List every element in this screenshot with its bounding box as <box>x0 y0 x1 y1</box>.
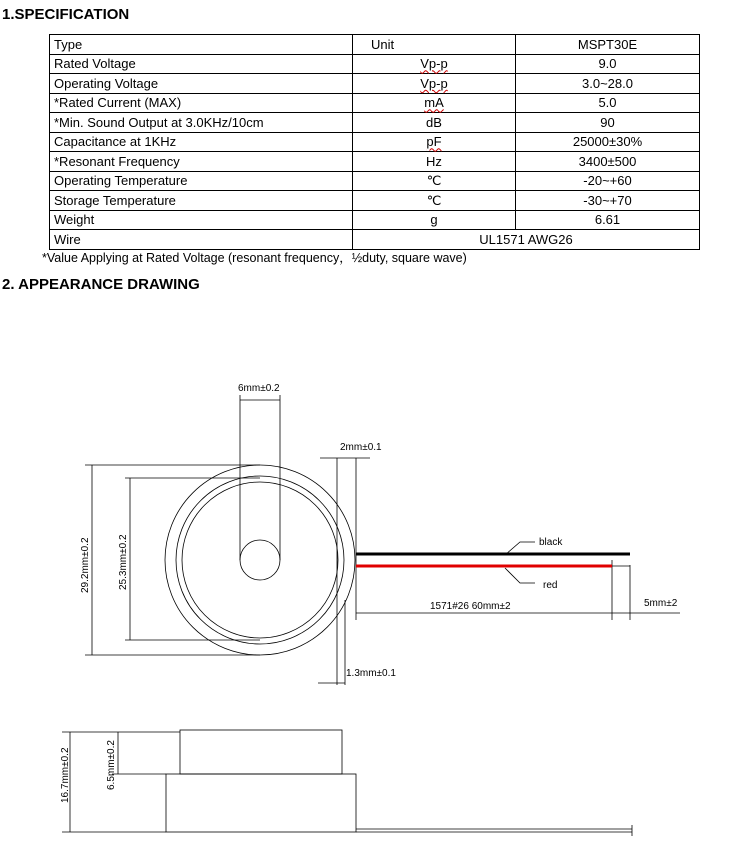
param-cell: *Resonant Frequency <box>50 152 353 172</box>
value-cell: 3.0~28.0 <box>516 74 700 94</box>
side-view-body <box>166 774 356 832</box>
param-cell: Weight <box>50 210 353 230</box>
section-title-appearance: 2. APPEARANCE DRAWING <box>2 276 200 293</box>
header-unit: Unit <box>353 35 516 55</box>
param-cell: *Rated Current (MAX) <box>50 93 353 113</box>
unit-text: Vp-p <box>420 75 448 91</box>
dim-hole-label: 6mm±0.2 <box>238 383 280 394</box>
unit-text: pF <box>426 134 442 150</box>
value-cell: 9.0 <box>516 54 700 74</box>
dim-wire-gap-label: 2mm±0.1 <box>340 442 382 453</box>
unit-text: ℃ <box>426 192 442 208</box>
inner-ring-2 <box>182 482 338 638</box>
param-cell: Rated Voltage <box>50 54 353 74</box>
header-model: MSPT30E <box>516 35 700 55</box>
dim-total-height-label: 16.7mm±0.2 <box>60 747 71 803</box>
param-cell: Wire <box>50 230 353 250</box>
dim-top-height-label: 6.5mm±0.2 <box>106 740 117 790</box>
unit-text: mA <box>424 95 444 111</box>
unit-text: g <box>430 212 438 228</box>
param-cell: Storage Temperature <box>50 191 353 211</box>
label-black: black <box>539 537 563 548</box>
unit-text: dB <box>426 114 442 130</box>
param-cell: *Min. Sound Output at 3.0KHz/10cm <box>50 113 353 133</box>
dim-strip-label: 5mm±2 <box>644 598 678 609</box>
value-cell: 3400±500 <box>516 152 700 172</box>
dim-outer-dia-label: 29.2mm±0.2 <box>80 537 91 593</box>
inner-ring <box>176 476 344 644</box>
unit-text: Hz <box>426 153 442 169</box>
wire-value-cell: UL1571 AWG26 <box>353 230 700 250</box>
sound-hole <box>240 540 280 580</box>
param-cell: Operating Temperature <box>50 171 353 191</box>
value-cell: 5.0 <box>516 93 700 113</box>
section-title-specification: 1.SPECIFICATION <box>2 6 130 23</box>
dim-edge-label: 1.3mm±0.1 <box>346 668 396 679</box>
header-type: Type <box>50 35 353 55</box>
value-cell: 90 <box>516 113 700 133</box>
param-cell: Capacitance at 1KHz <box>50 132 353 152</box>
dim-wire-length-label: 1571#26 60mm±2 <box>430 601 511 612</box>
unit-text: Vp-p <box>420 56 448 72</box>
unit-text: ℃ <box>426 173 442 189</box>
value-cell: -20~+60 <box>516 171 700 191</box>
outer-ring <box>165 465 355 655</box>
dim-inner-dia-label: 25.3mm±0.2 <box>118 534 129 590</box>
param-cell: Operating Voltage <box>50 74 353 94</box>
value-cell: 6.61 <box>516 210 700 230</box>
side-view-top-part <box>180 730 342 774</box>
footnote: *Value Applying at Rated Voltage (resonant frequency，½duty, square wave) <box>42 251 467 265</box>
value-cell: -30~+70 <box>516 191 700 211</box>
value-cell: 25000±30% <box>516 132 700 152</box>
label-red: red <box>543 580 558 591</box>
